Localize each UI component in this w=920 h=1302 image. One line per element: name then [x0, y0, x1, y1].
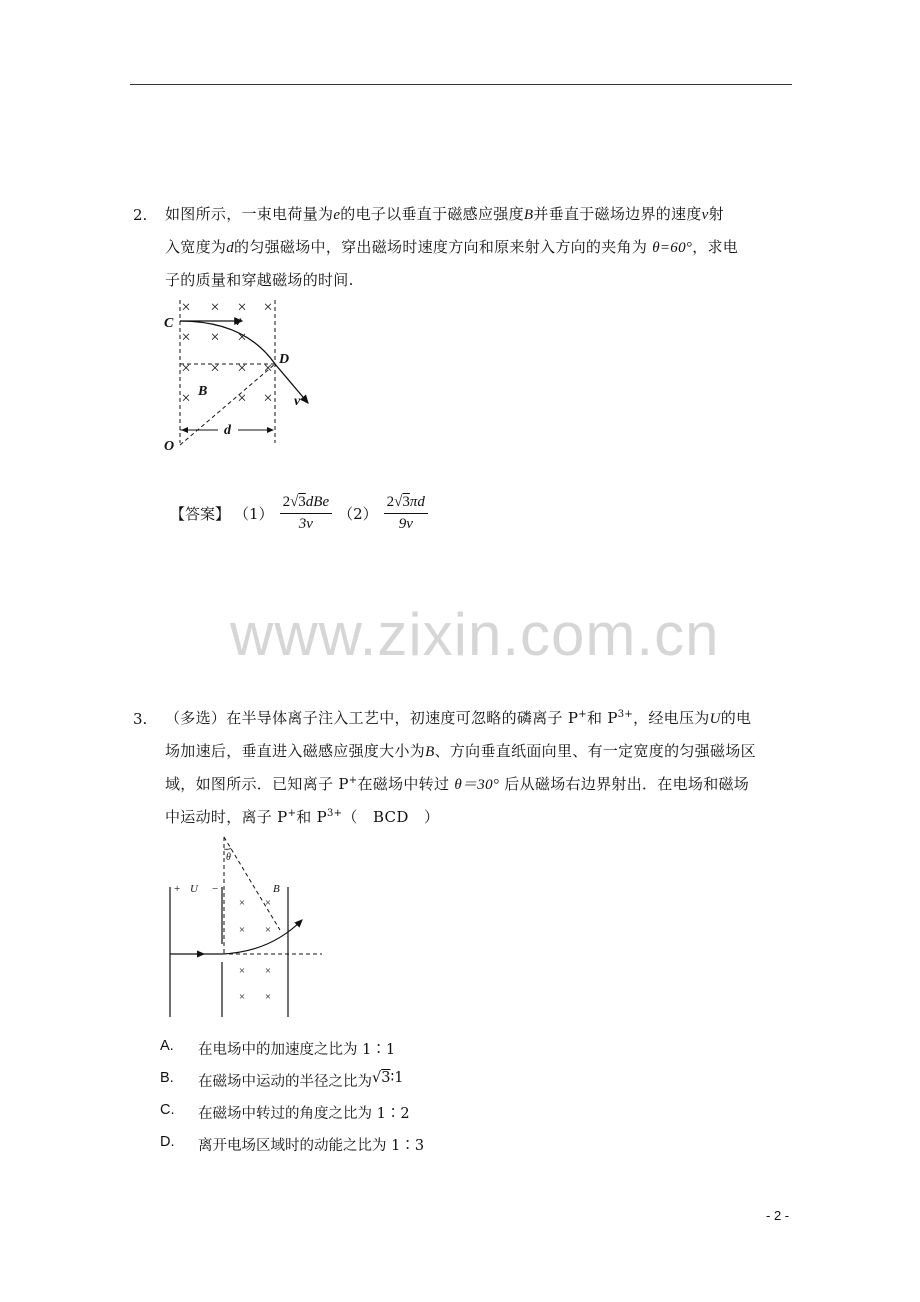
field-cross: × [181, 299, 191, 316]
label-O: O [164, 439, 175, 454]
field-cross: × [181, 360, 191, 377]
field-cross: × [210, 360, 220, 377]
answer-part-2: （2） [338, 505, 378, 523]
answer-tag: 【答案】 [170, 505, 231, 523]
option-b[interactable]: B. 在磁场中运动的半径之比为 √3 ∶1 [160, 1070, 404, 1090]
answer-part-1: （1） [234, 505, 274, 523]
question-2-text: 如图所示，一束电荷量为e的电子以垂直于磁感应强度B并垂直于磁场边界的速度v射 入宽度为d的匀强磁场中，穿出磁场时速度方向和原来射入方向的夹角为 θ=60°，求电 子的质量和穿越磁场的时间. [165, 205, 739, 289]
field-cross: × [264, 991, 272, 1003]
watermark: www.zixin.com.cn [230, 601, 720, 668]
option-a[interactable]: A. 在电场中的加速度之比为 1∶1 [160, 1038, 396, 1058]
label-D: D [279, 352, 290, 367]
question-2-number: 2. [133, 206, 148, 224]
option-d[interactable]: D. 离开电场区域时的动能之比为 1∶3 [160, 1134, 425, 1154]
header-rule [130, 84, 792, 85]
field-cross: × [237, 329, 247, 346]
label-v1: v [235, 314, 242, 329]
field-cross: × [210, 329, 220, 346]
question-3-text: （多选）在半导体离子注入工艺中，初速度可忽略的磷离子 P+和 $P^{3+}$，经电压为U的电 场加速后，垂直进入磁感应强度大小为B、方向垂直纸面向里、有一定宽度的匀强磁场区 域，如图所示．已知离子 P+在磁场中转过 θ＝30° 后从磁场右边界射出．在电场和磁场 中运动时，离子 P+和 $P^{3+}$（ BCD ） [165, 709, 756, 826]
field-cross: × [264, 965, 272, 977]
field-cross: × [181, 390, 191, 407]
field-cross: × [238, 965, 246, 977]
label-minus: − [212, 883, 219, 895]
field-cross: × [210, 299, 220, 316]
label-C: C [164, 316, 174, 331]
field-cross: × [263, 390, 273, 407]
field-cross: × [263, 299, 273, 316]
field-cross: × [238, 897, 246, 909]
answer-fraction-1: $\frac{\text{2√3dBe}}{3v}$ [280, 494, 333, 533]
answer-fraction-2: $\frac{2√3\pi d}{9v}$ [384, 494, 428, 533]
field-cross: × [238, 991, 246, 1003]
question-3-figure [160, 832, 330, 1022]
field-cross: × [237, 299, 247, 316]
label-theta: θ [226, 852, 231, 863]
field-cross: × [263, 360, 273, 377]
question-3-number: 3. [133, 710, 148, 728]
answer-line [170, 494, 434, 533]
field-cross: × [264, 897, 272, 909]
page-number: - 2 - [766, 1208, 790, 1223]
question-2-figure [160, 295, 330, 460]
field-cross: × [238, 924, 246, 936]
field-cross: × [264, 924, 272, 936]
label-plus: + [174, 883, 181, 895]
field-cross: × [181, 329, 191, 346]
field-cross: × [237, 390, 247, 407]
label-v2: v [294, 394, 301, 409]
option-c[interactable]: C. 在磁场中转过的角度之比为 1∶2 [160, 1102, 410, 1122]
label-U: U [190, 883, 198, 895]
label-B: B [198, 384, 208, 399]
label-d: d [224, 423, 231, 438]
field-cross: × [237, 360, 247, 377]
label-B: B [273, 883, 280, 895]
